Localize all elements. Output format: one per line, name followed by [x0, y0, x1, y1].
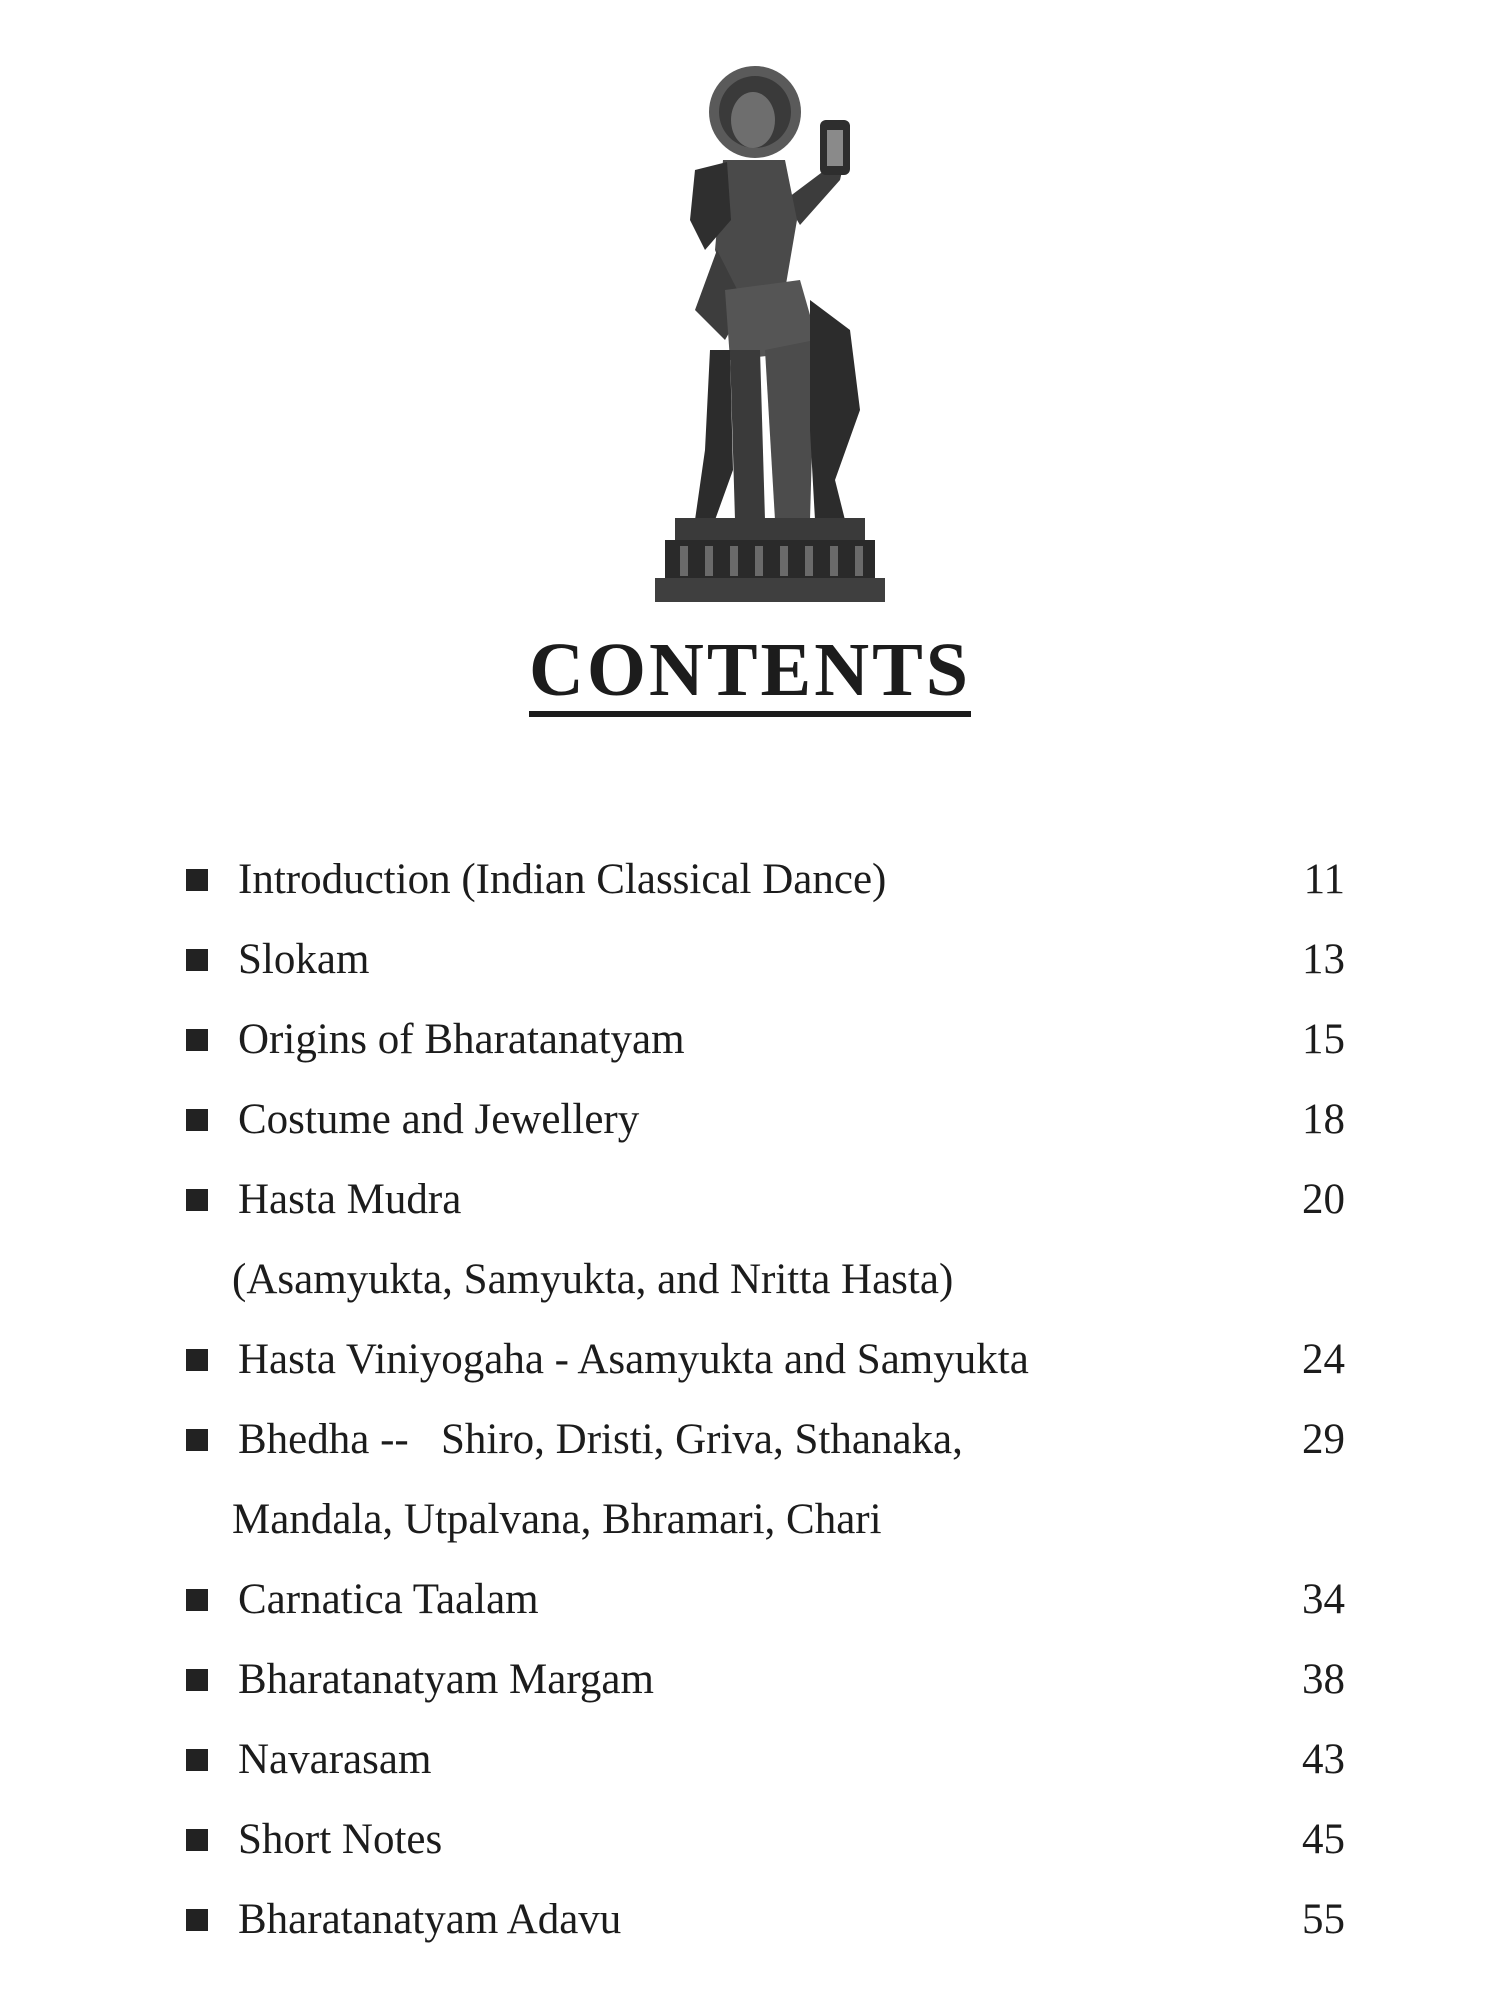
toc-entry-continuation	[0, 1240, 1500, 1320]
toc-entry	[0, 920, 1500, 1000]
toc-entry-label: Carnatica Taalam	[238, 1576, 539, 1623]
toc-page-number: 45	[1302, 1816, 1345, 1863]
toc-entry-continuation-text: (Asamyukta, Samyukta, and Nritta Hasta)	[232, 1256, 954, 1303]
toc-entry	[0, 840, 1500, 920]
square-bullet-icon	[186, 1189, 208, 1211]
table-of-contents	[0, 840, 1500, 1960]
toc-entry-label: Bhedha -- Shiro, Dristi, Griva, Sthanaka,	[238, 1416, 963, 1463]
toc-page-number: 20	[1302, 1176, 1345, 1223]
toc-entry	[0, 1720, 1500, 1800]
toc-page-number: 11	[1303, 856, 1345, 903]
toc-entry-continuation	[0, 1480, 1500, 1560]
square-bullet-icon	[186, 1429, 208, 1451]
toc-entry	[0, 1320, 1500, 1400]
toc-entry	[0, 1400, 1500, 1480]
toc-entry-label: Costume and Jewellery	[238, 1096, 640, 1143]
toc-entry	[0, 1640, 1500, 1720]
toc-entry-label: Bharatanatyam Adavu	[238, 1896, 622, 1943]
page-title	[0, 625, 1500, 717]
toc-entry	[0, 1880, 1500, 1960]
toc-entry-continuation-text: Mandala, Utpalvana, Bhramari, Chari	[232, 1496, 882, 1543]
square-bullet-icon	[186, 1829, 208, 1851]
toc-entry-label: Short Notes	[238, 1816, 443, 1863]
toc-page-number: 13	[1302, 936, 1345, 983]
toc-entry	[0, 1800, 1500, 1880]
toc-page-number: 55	[1302, 1896, 1345, 1943]
square-bullet-icon	[186, 1109, 208, 1131]
square-bullet-icon	[186, 1669, 208, 1691]
square-bullet-icon	[186, 949, 208, 971]
square-bullet-icon	[186, 1589, 208, 1611]
toc-entry-label: Hasta Mudra	[238, 1176, 462, 1223]
toc-entry	[0, 1560, 1500, 1640]
square-bullet-icon	[186, 1909, 208, 1931]
toc-page-number: 34	[1302, 1576, 1345, 1623]
toc-entry-label: Introduction (Indian Classical Dance)	[238, 856, 887, 903]
toc-entry-label: Navarasam	[238, 1736, 432, 1783]
toc-page-number: 43	[1302, 1736, 1345, 1783]
toc-page-number: 15	[1302, 1016, 1345, 1063]
toc-entry-label: Origins of Bharatanatyam	[238, 1016, 685, 1063]
toc-entry	[0, 1160, 1500, 1240]
square-bullet-icon	[186, 869, 208, 891]
toc-entry	[0, 1080, 1500, 1160]
toc-page-number: 38	[1302, 1656, 1345, 1703]
square-bullet-icon	[186, 1029, 208, 1051]
toc-entry-label: Bharatanatyam Margam	[238, 1656, 654, 1703]
square-bullet-icon	[186, 1749, 208, 1771]
square-bullet-icon	[186, 1349, 208, 1371]
toc-entry	[0, 1000, 1500, 1080]
dancer-statue-icon	[635, 50, 895, 610]
toc-page-number: 18	[1302, 1096, 1345, 1143]
toc-entry-label: Hasta Viniyogaha - Asamyukta and Samyukta	[238, 1336, 1029, 1383]
toc-entry-label: Slokam	[238, 936, 370, 983]
contents-heading: CONTENTS	[529, 629, 971, 717]
toc-page-number: 24	[1302, 1336, 1345, 1383]
toc-page-number: 29	[1302, 1416, 1345, 1463]
